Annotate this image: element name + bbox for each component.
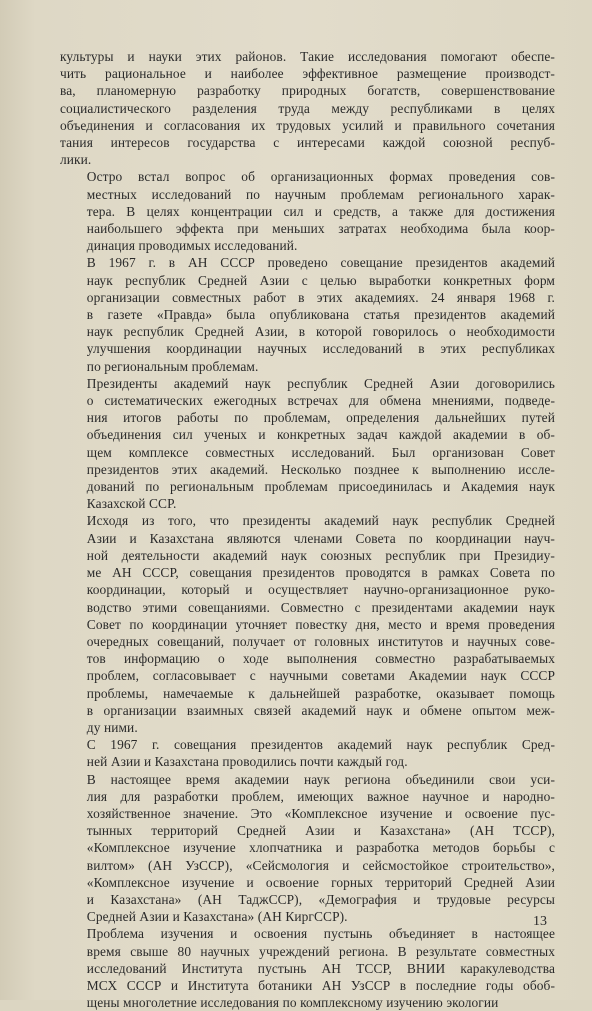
paragraph xyxy=(60,48,555,168)
text-line: тера. В целях концентрации сил и средств, а также для достижения xyxy=(86,203,555,219)
text-line: лики. xyxy=(60,152,92,168)
text-line: наук республик Средней Азии с целью выработки конкретных форм xyxy=(86,272,555,288)
text-line: в газете «Правда» была опубликована статья президентов академий xyxy=(86,307,555,323)
text-line: Казахской ССР. xyxy=(86,496,177,512)
text-line: исследований Института пустынь АН ТССР, ВНИИ каракулеводства xyxy=(86,960,555,976)
text-line: динация проводимых исследований. xyxy=(86,238,298,254)
text-line: наук республик Средней Азии, в которой говорилось о необходимости xyxy=(86,324,555,340)
page-number: 13 xyxy=(533,914,547,929)
text-line: Средней Азии и Казахстана» (АН КиргССР). xyxy=(86,909,348,925)
text-line: наибольшего эффекта при меньших затратах необходима была коор- xyxy=(86,221,555,237)
text-line: проблемы, намечаемые к дальнейшей разработке, оказывает помощь xyxy=(86,685,555,701)
text-line: социалистического разделения труда между республиками в целях xyxy=(60,100,555,116)
paragraph xyxy=(60,925,555,1011)
text-line: «Комплексное изучение хлопчатника и разработка методов борьбы с xyxy=(86,840,555,856)
text-line: лия для разработки проблем, имеющих важное научное и народно- xyxy=(86,788,555,804)
text-line: объединения и согласования их трудовых усилий и правильного сочетания xyxy=(60,117,555,133)
text-line: очередных совещаний, получает от головных институтов и научных сове- xyxy=(86,633,555,649)
text-line: улучшения координации научных исследований в этих республиках xyxy=(86,341,555,357)
text-line: чить рациональное и наиболее эффективное размещение производст- xyxy=(60,66,555,82)
text-line: местных исследований по научным проблемам регионального харак- xyxy=(86,186,555,202)
paragraph xyxy=(60,512,555,736)
text-line: водство этими совещаниями. Совместно с президентами академии наук xyxy=(86,599,555,615)
paragraph xyxy=(60,736,555,770)
text-line: Президенты академий наук республик Средней Азии договорились xyxy=(86,375,555,391)
text-line: Остро встал вопрос об организационных формах проведения сов- xyxy=(86,169,555,185)
body-text xyxy=(60,48,555,1011)
text-line: «Комплексное изучение и освоение горных территорий Средней Азии xyxy=(86,874,555,890)
text-line: проблем, согласовывает с научными советами Академии наук СССР xyxy=(86,668,555,684)
text-line: МСХ СССР и Института ботаники АН УзССР в последние годы обоб- xyxy=(86,977,555,993)
paragraph xyxy=(60,771,555,926)
text-line: президентов этих академий. Несколько позднее к выполнению иссле- xyxy=(86,461,555,477)
text-line: В 1967 г. в АН СССР проведено совещание президентов академий xyxy=(86,255,555,271)
text-line: щем комплексе совместных исследований. Был организован Совет xyxy=(86,444,555,460)
text-line: В настоящее время академии наук региона объединили свои уси- xyxy=(86,771,555,787)
text-line: ной деятельности академий наук союзных республик при Президиу- xyxy=(86,547,555,563)
text-line: ния итогов работы по проблемам, определения дальнейших путей xyxy=(86,410,555,426)
text-line: ду ними. xyxy=(86,719,138,735)
text-line: Азии и Казахстана являются членами Совета по координации науч- xyxy=(86,530,555,546)
text-line: ва, планомерную разработку природных богатств, совершенствование xyxy=(60,83,555,99)
text-line: ней Азии и Казахстана проводились почти каждый год. xyxy=(86,754,408,770)
text-line: культуры и науки этих районов. Такие исследования помогают обеспе- xyxy=(60,49,555,64)
text-line: Исходя из того, что президенты академий наук республик Средней xyxy=(86,513,555,529)
text-line: и Казахстана» (АН ТаджССР), «Демография и трудовые ресурсы xyxy=(86,891,555,907)
text-line: вилтом» (АН УзССР), «Сейсмология и сейсмостойкое строительство», xyxy=(86,857,555,873)
text-line: С 1967 г. совещания президентов академий наук республик Сред- xyxy=(86,737,555,753)
text-line: объединения сил ученых и конкретных задач каждой академии в об- xyxy=(86,427,555,443)
text-line: ме АН СССР, совещания президентов проводятся в рамках Совета по xyxy=(86,565,555,581)
text-line: дований по региональным проблемам присоединилась и Академия наук xyxy=(86,479,555,495)
text-line: организации совместных работ в этих академиях. 24 января 1968 г. xyxy=(86,289,555,305)
text-line: координации, который и осуществляет научно-организационное руко- xyxy=(86,582,555,598)
paragraph xyxy=(60,254,555,374)
text-line: тынных территорий Средней Азии и Казахстана» (АН ТССР), xyxy=(86,823,555,839)
text-line: Совет по координации уточняет повестку дня, место и время проведения xyxy=(86,616,555,632)
text-line: Проблема изучения и освоения пустынь объединяет в настоящее xyxy=(86,926,555,942)
text-line: тов информацию о ходе выполнения совместно разрабатываемых xyxy=(86,651,555,667)
text-line: хозяйственное значение. Это «Комплексное изучение и освоение пус- xyxy=(86,805,555,821)
text-line: в организации взаимных связей академий наук и обмене опытом меж- xyxy=(86,702,555,718)
text-line: по региональным проблемам. xyxy=(86,358,259,374)
paragraph xyxy=(60,168,555,254)
text-line: тания интересов государства с интересами каждой союзной респуб- xyxy=(60,135,555,151)
text-line: о систематических ежегодных встречах для обмена мнениями, подведе- xyxy=(86,393,555,409)
text-line: щены многолетние исследования по комплексному изучению экологии xyxy=(86,995,499,1011)
text-line: время свыше 80 научных учреждений региона. В результате совместных xyxy=(86,943,555,959)
paragraph xyxy=(60,375,555,513)
